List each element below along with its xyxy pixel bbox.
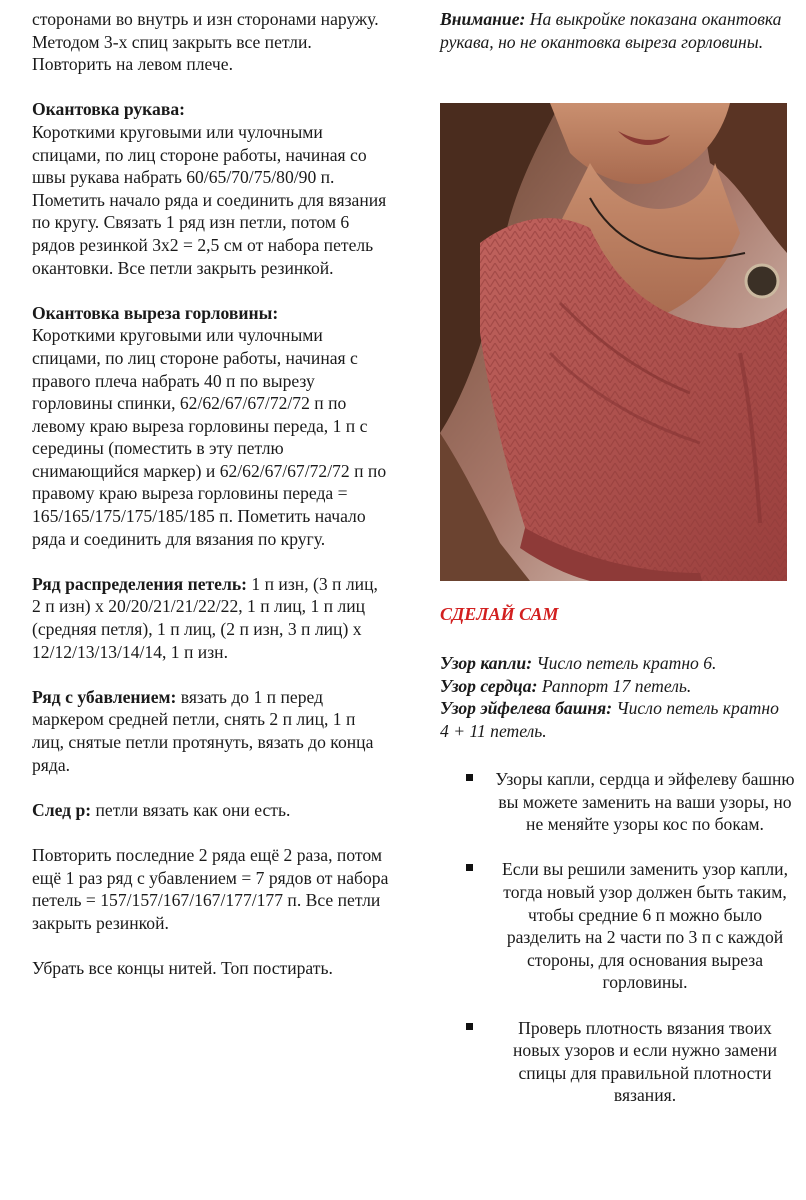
bullet-square-icon <box>466 864 473 871</box>
attention-note <box>440 8 790 53</box>
next-row-text: петли вязать как они есть. <box>91 799 291 820</box>
tip-item <box>466 768 796 836</box>
distribution-row-text: 1 п изн, (3 п лиц, 2 п изн) х 20/20/21/21/22/22, 1 п лиц, 1 п лиц (средняя петля), 1 п лиц, (2 п изн, 3 п лиц) х 12/12/13/13/14/14, 1 п изн. <box>32 573 378 662</box>
decrease-row-title: Ряд с убавлением: <box>32 686 177 707</box>
pattern-eiffel <box>440 697 790 742</box>
distribution-row-title: Ряд распределения петель: <box>32 573 248 594</box>
tip-text: Узоры капли, сердца и эйфелеву башню вы можете заменить на ваши узоры, но не меняйте узоры кос по бокам. <box>495 769 795 835</box>
pattern-drop <box>440 652 790 675</box>
paragraph-shoulder: сторонами во внутрь и изн сторонами наружу. Методом 3-х спиц закрыть все петли. Повторить на левом плече. <box>32 9 379 75</box>
paragraph-repeat: Повторить последние 2 ряда ещё 2 раза, потом ещё 1 раз ряд с убавлением = 7 рядов от набора петель = 157/157/167/167/177/177 п. Все петли закрыть резинкой. <box>32 844 389 933</box>
section-neck-edging <box>32 302 390 551</box>
bullet-square-icon <box>466 774 473 781</box>
section-sleeve-edging <box>32 98 390 279</box>
section-distribution-row <box>32 573 390 663</box>
model-photo <box>440 103 787 581</box>
attention-text: На выкройке показана окантовка рукава, но не окантовка выреза горловины. <box>440 9 782 52</box>
pattern-desc: Число петель кратно 6. <box>532 653 717 673</box>
neck-edging-title: Окантовка выреза горловины: <box>32 302 279 323</box>
sleeve-edging-text: Короткими круговыми или чулочными спицами, по лиц стороне работы, начиная со швы рукава набрать 60/65/70/75/80/90 п. Пометить начало ряда и соединить для вязания по кругу. Связать 1 ряд изн петли, потом 6 рядов резинкой 3х2 = 2,5 см от набора петель окантовки. Все петли закрыть резинкой. <box>32 121 387 278</box>
section-decrease-row <box>32 686 390 776</box>
neck-edging-text: Короткими круговыми или чулочными спицами, по лиц стороне работы, начиная с правого плеча набрать 40 п по вырезу горловины спинки, 62/62/67/67/72/72 п по левому краю выреза горловины переда, 1 п с середины (поместить в эту петлю снимающийся маркер) и 62/62/67/67/72/72 п по правому краю выреза горловины переда = 165/165/175/175/185/185 п. Пометить начало ряда и соединить для вязания по кругу. <box>32 325 387 549</box>
tip-text: Проверь плотность вязания твоих новых узоров и если нужно замени спицы для правильной плотности вязания. <box>512 1017 778 1106</box>
bullet-square-icon <box>466 1023 473 1030</box>
tip-item <box>466 1017 796 1107</box>
attention-title: Внимание: <box>440 9 526 29</box>
tip-item <box>466 858 796 994</box>
pattern-heart <box>440 675 790 698</box>
left-column <box>32 8 390 1002</box>
knitted-top-photo <box>440 103 787 581</box>
right-column-note <box>440 8 790 53</box>
pattern-desc: Число петель кратно 4 + 11 петель. <box>440 698 779 741</box>
pattern-name: Узор капли: <box>440 653 533 673</box>
decrease-row-text: вязать до 1 п перед маркером средней петли, снять 2 п лиц, 1 п лиц, снятые петли протянуть, вязать до конца ряда. <box>32 686 374 775</box>
tip-text: Если вы решили заменить узор капли, тогда новый узор должен быть таким, чтобы средние 6 п можно было разделить на 2 части по 3 п с каждой стороны, для основания выреза горловины. <box>502 859 788 993</box>
diy-heading: СДЕЛАЙ САМ <box>440 604 559 624</box>
paragraph-finish: Убрать все концы нитей. Топ постирать. <box>32 957 333 978</box>
pattern-list <box>440 652 790 742</box>
pattern-name: Узор эйфелева башня: <box>440 698 613 719</box>
pattern-desc: Раппорт 17 петель. <box>537 675 692 696</box>
section-next-row <box>32 799 390 822</box>
pattern-name: Узор сердца: <box>440 675 538 696</box>
next-row-title: След р: <box>32 799 92 820</box>
sleeve-edging-title: Окантовка рукава: <box>32 99 185 120</box>
tips-list <box>466 768 796 1130</box>
